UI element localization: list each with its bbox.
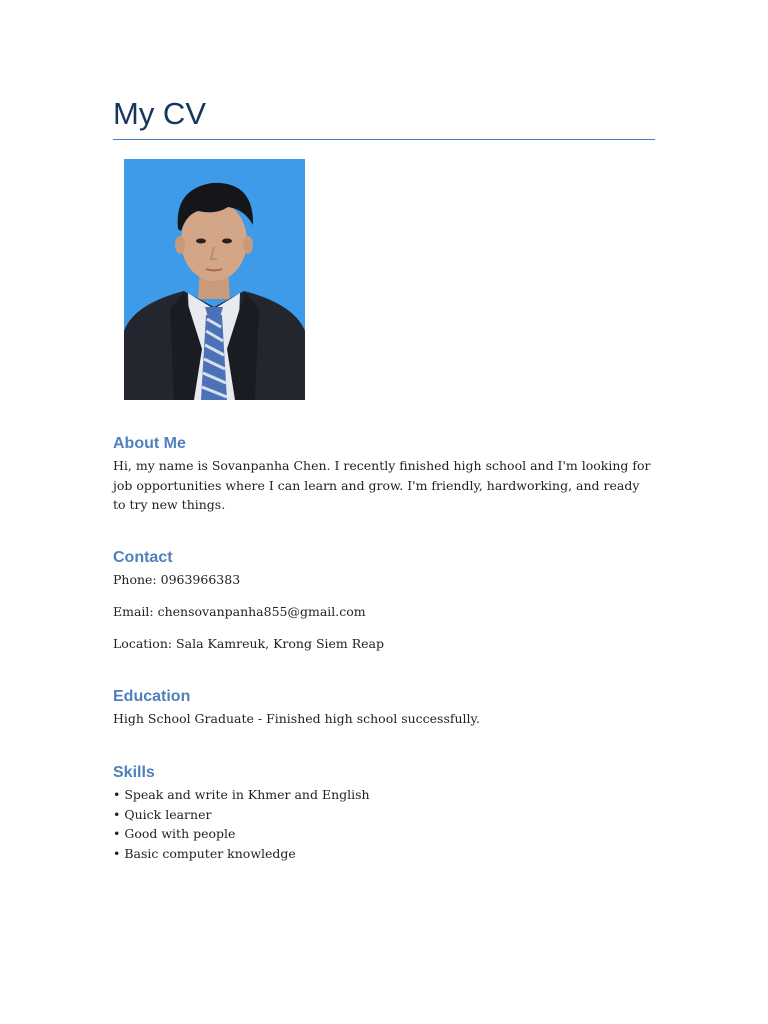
education-section [113, 685, 655, 729]
skills-list [113, 785, 655, 863]
skill-item: • Good with people [113, 826, 236, 841]
about-body: Hi, my name is Sovanpanha Chen. I recently finished high school and I'm looking for job opportunities where I can learn and grow. I'm friendly, hardworking, and ready to try new things. [113, 458, 651, 512]
title-divider [113, 139, 655, 140]
profile-photo [124, 159, 305, 400]
education-heading: Education [113, 688, 191, 705]
skill-item: • Basic computer knowledge [113, 845, 296, 861]
contact-email: Email: chensovanpanha855@gmail.com [113, 604, 366, 619]
contact-heading: Contact [113, 549, 173, 566]
about-section [113, 432, 655, 515]
about-heading: About Me [113, 435, 186, 452]
education-body: High School Graduate - Finished high school successfully. [113, 711, 480, 726]
contact-phone: Phone: 0963966383 [113, 572, 241, 587]
skills-section [113, 761, 655, 863]
skills-heading: Skills [113, 764, 155, 781]
contact-location: Location: Sala Kamreuk, Krong Siem Reap [113, 636, 385, 651]
skill-item: • Quick learner [113, 806, 212, 822]
contact-section [113, 546, 655, 666]
page-title: My CV [113, 96, 206, 131]
skill-item: • Speak and write in Khmer and English [113, 787, 370, 802]
